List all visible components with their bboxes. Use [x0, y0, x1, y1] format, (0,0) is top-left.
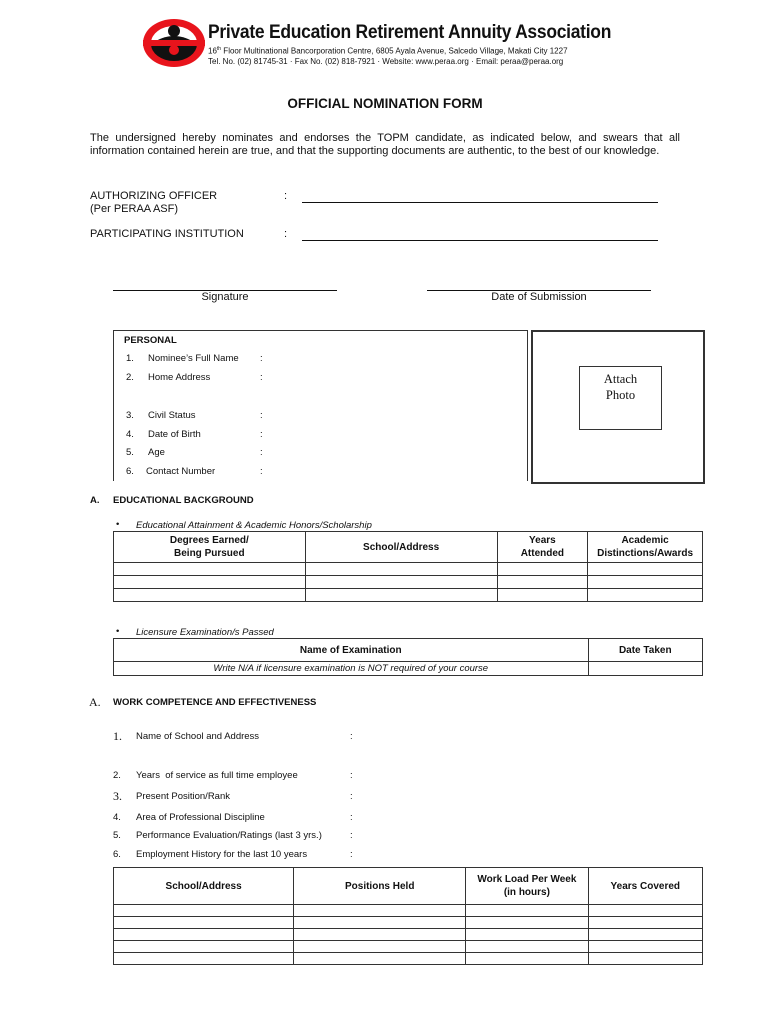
authorizing-officer-sub: (Per PERAA ASF)	[90, 203, 179, 215]
bullet: •	[116, 626, 120, 637]
licensure-table	[113, 638, 703, 676]
years-of-service-label: Years of service as full time employee	[136, 770, 298, 781]
authorizing-officer-label: AUTHORIZING OFFICER	[90, 190, 218, 202]
photo-label-1: Attach	[603, 372, 638, 386]
school-column-header: School/Address	[305, 532, 497, 563]
school-name-label: Name of School and Address	[136, 731, 260, 742]
table-row[interactable]	[114, 563, 703, 576]
intro-text: The undersigned hereby nominates and endorses the TOPM candidate, as indicated below, and swears that all information contained herein are true, and that the supporting documents are authentic, to the best of our knowledge.	[90, 132, 680, 157]
positions-column-header: Positions Held	[294, 868, 466, 905]
colon: :	[350, 731, 353, 742]
item-number: 3.	[113, 789, 122, 803]
colon: :	[350, 830, 353, 841]
colon: :	[350, 791, 353, 802]
address-line: 16th Floor Multinational Bancorporation Centre, 6805 Ayala Avenue, Salcedo Village, Makati City 1227	[208, 46, 568, 56]
performance-label: Performance Evaluation/Ratings (last 3 yrs.)	[136, 830, 322, 841]
date-of-birth-label: Date of Birth	[148, 429, 201, 440]
licensure-note: Write N/A if licensure examination is NOT required of your course	[114, 662, 589, 676]
school-column-header: School/Address	[114, 868, 294, 905]
date-of-submission-label: Date of Submission	[491, 291, 587, 303]
item-number: 6.	[113, 849, 121, 860]
age-label: Age	[148, 447, 165, 458]
table-row[interactable]	[114, 662, 703, 676]
table-row[interactable]	[114, 929, 703, 941]
exam-name-column-header: Name of Examination	[114, 639, 589, 662]
distinctions-column-header: Academic Distinctions/Awards	[588, 532, 703, 563]
item-number: 3.	[126, 410, 134, 421]
degrees-column-header: Degrees Earned/ Being Pursued	[114, 532, 306, 563]
section-letter: A.	[89, 695, 101, 709]
attach-photo-box[interactable]	[579, 366, 662, 430]
discipline-label: Area of Professional Discipline	[136, 812, 265, 823]
colon: :	[350, 812, 353, 823]
section-letter: A.	[90, 495, 100, 506]
table-row[interactable]	[114, 576, 703, 589]
attainment-label: Educational Attainment & Academic Honors/Scholarship	[136, 520, 372, 531]
item-number: 1.	[113, 729, 122, 743]
photo-label-2: Photo	[605, 388, 636, 402]
item-number: 5.	[126, 447, 134, 458]
item-number: 2.	[126, 372, 134, 383]
colon: :	[260, 447, 263, 458]
colon: :	[350, 770, 353, 781]
form-title: OFFICIAL NOMINATION FORM	[287, 96, 483, 111]
item-number: 2.	[113, 770, 121, 781]
item-number: 4.	[126, 429, 134, 440]
org-name: Private Education Retirement Annuity Association	[208, 22, 612, 43]
colon: :	[350, 849, 353, 860]
date-taken-column-header: Date Taken	[588, 639, 703, 662]
colon: :	[284, 190, 288, 202]
table-row[interactable]	[114, 953, 703, 965]
item-number: 5.	[113, 830, 121, 841]
item-number: 4.	[113, 812, 121, 823]
signature-label: Signature	[201, 291, 249, 303]
present-position-label: Present Position/Rank	[136, 791, 230, 802]
peraa-logo-icon	[142, 18, 206, 68]
licensure-label: Licensure Examination/s Passed	[136, 627, 274, 638]
table-row[interactable]	[114, 941, 703, 953]
colon: :	[260, 410, 263, 421]
workload-column-header: Work Load Per Week (in hours)	[466, 868, 588, 905]
participating-institution-field[interactable]	[302, 239, 658, 241]
colon: :	[260, 353, 263, 364]
educational-background-heading: EDUCATIONAL BACKGROUND	[113, 495, 254, 506]
colon: :	[260, 466, 263, 477]
education-table	[113, 531, 703, 602]
work-competence-heading: WORK COMPETENCE AND EFFECTIVENESS	[113, 697, 317, 708]
colon: :	[260, 429, 263, 440]
personal-heading: PERSONAL	[124, 335, 177, 346]
table-row[interactable]	[114, 905, 703, 917]
bullet: •	[116, 519, 120, 530]
authorizing-officer-field[interactable]	[302, 201, 658, 203]
logo	[142, 18, 206, 68]
item-number: 1.	[126, 353, 134, 364]
participating-institution-label: PARTICIPATING INSTITUTION	[90, 228, 244, 240]
item-number: 6.	[126, 466, 134, 477]
contact-number-label: Contact Number	[146, 466, 216, 477]
home-address-label: Home Address	[148, 372, 211, 383]
nominee-name-label: Nominee’s Full Name	[148, 353, 239, 364]
colon: :	[260, 372, 263, 383]
years-attended-column-header: Years Attended	[497, 532, 588, 563]
colon: :	[284, 228, 288, 240]
contact-line: Tel. No. (02) 81745-31 · Fax No. (02) 818-7921 · Website: www.peraa.org · Email: peraa@peraa.org	[208, 57, 564, 66]
table-row[interactable]	[114, 589, 703, 602]
table-row[interactable]	[114, 917, 703, 929]
civil-status-label: Civil Status	[148, 410, 196, 421]
employment-history-label: Employment History for the last 10 years	[136, 849, 308, 860]
years-covered-column-header: Years Covered	[588, 868, 702, 905]
employment-table	[113, 867, 703, 965]
